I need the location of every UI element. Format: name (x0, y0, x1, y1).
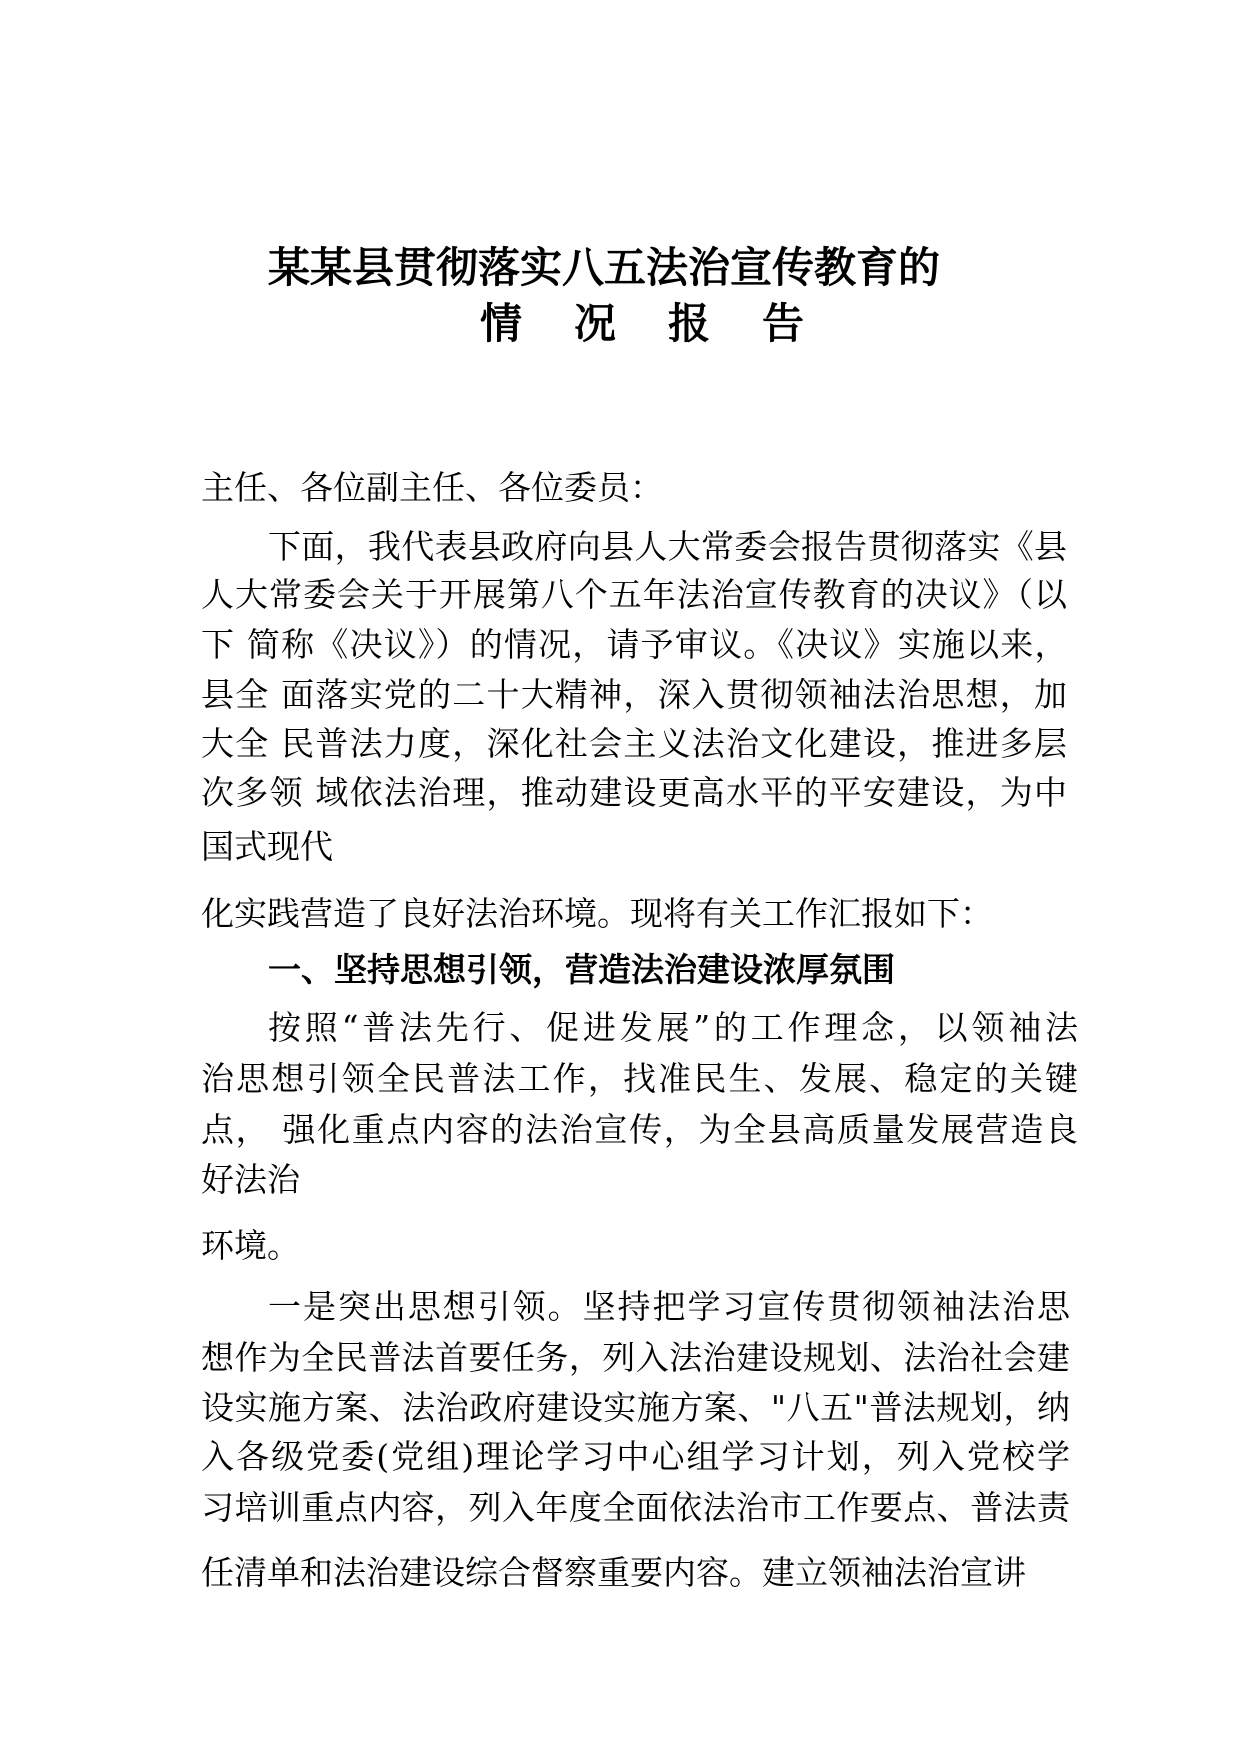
paragraph-line: 下面，我代表县政府向县人大常委会报告贯彻落实《县 (268, 527, 1067, 566)
paragraph-line: 治思想引领全民普法工作，找准民生、发展、稳定的关键 (201, 1059, 1078, 1098)
paragraph-line: 化实践营造了良好法治环境。现将有关工作汇报如下： (201, 894, 993, 933)
section-heading: 一、坚持思想引领，营造法治建设浓厚氛围 (268, 950, 895, 989)
paragraph-line: 县全 面落实党的二十大精神，深入贯彻领袖法治思想，加 (201, 675, 1067, 714)
paragraph-line: 点， 强化重点内容的法治宣传，为全县高质量发展营造良 (201, 1110, 1078, 1149)
paragraph-line: 按照“普法先行、促进发展”的工作理念，以领袖法 (268, 1008, 1078, 1047)
paragraph-line: 一是突出思想引领。坚持把学习宣传贯彻领袖法治思 (268, 1287, 1070, 1326)
paragraph-line: 次多领 域依法治理，推动建设更高水平的平安建设，为中 (201, 773, 1067, 812)
paragraph-line: 想作为全民普法首要任务，列入法治建设规划、法治社会建 (201, 1338, 1070, 1377)
paragraph-line: 下 简称《决议》）的情况，请予审议。《决议》实施以来， (201, 625, 1067, 664)
salutation: 主任、各位副主任、各位委员： (201, 468, 663, 507)
paragraph-line: 习培训重点内容，列入年度全面依法治市工作要点、普法责 (201, 1488, 1070, 1527)
paragraph-line: 好法治 (201, 1160, 300, 1199)
paragraph-line: 大全 民普法力度，深化社会主义法治文化建设，推进多层 (201, 724, 1067, 763)
paragraph-line: 国式现代 (201, 827, 333, 866)
paragraph-line: 人大常委会关于开展第八个五年法治宣传教育的决议》（以 (201, 575, 1067, 614)
paragraph-line: 环境。 (201, 1226, 300, 1265)
title-line: 某某县贯彻落实八五法治宣传教育的 (268, 243, 941, 292)
paragraph-line: 设实施方案、法治政府建设实施方案、"八五"普法规划，纳 (201, 1388, 1070, 1427)
paragraph-line: 入各级党委(党组)理论学习中心组学习计划，列入党校学 (201, 1437, 1070, 1476)
paragraph-line: 任清单和法治建设综合督察重要内容。建立领袖法治宣讲 (201, 1553, 1026, 1592)
title-line: 情 况 报 告 (480, 299, 810, 348)
